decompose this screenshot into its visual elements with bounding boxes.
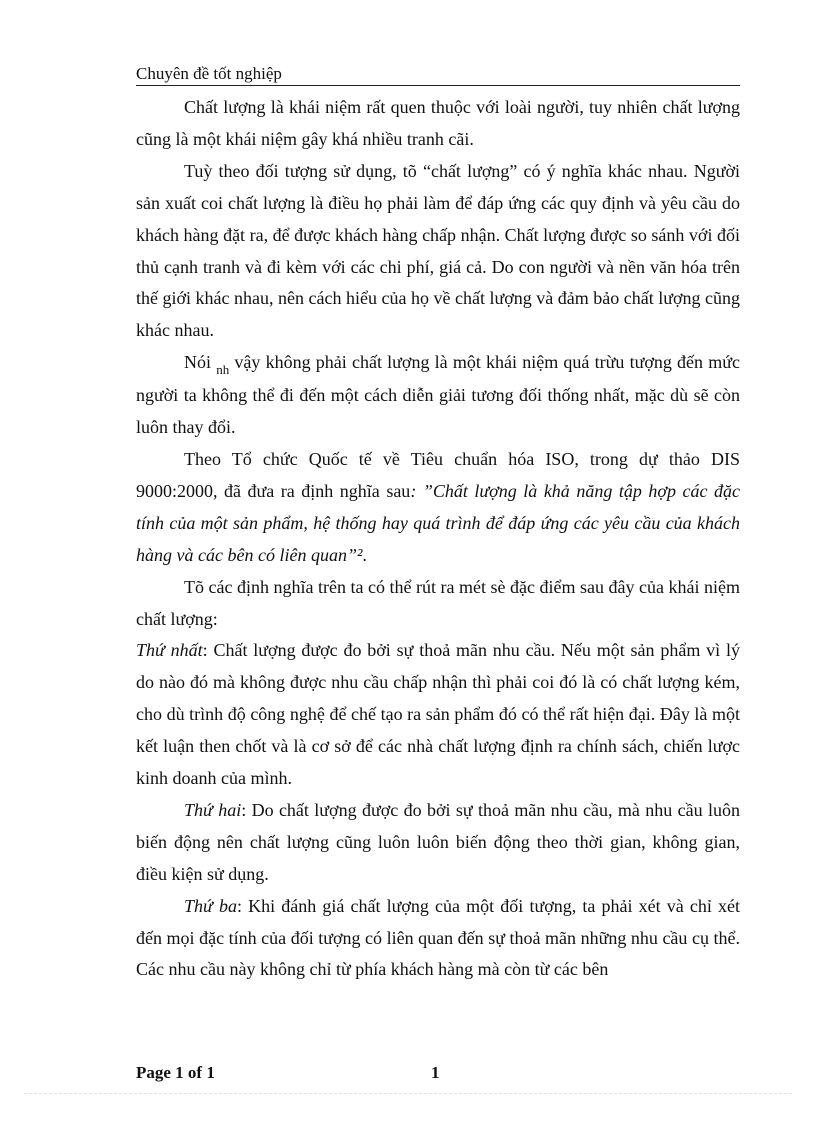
point-3-text: : Khi đánh giá chất lượng của một đối tượng, ta phải xét và chỉ xét đến mọi đặc tính của đối tượng có liên quan đến sự thoả mãn những nhu cầu cụ thể. Các nhu cầu này không chỉ từ phía khách hàng mà còn từ các bên [136, 895, 740, 980]
subscript-fragment: nh [216, 362, 230, 378]
page-count-label: Page 1 of 1 [136, 1063, 215, 1082]
paragraph-3 [136, 347, 740, 444]
point-3-label: Thứ ba [184, 895, 237, 916]
paragraph-4-start: Theo Tổ chức Quốc tế về Tiêu chuẩn hóa ISO, trong dự thảo DIS 9000:2000, đã đưa ra định nghĩa sau [136, 448, 740, 501]
paragraph-3-rest: vậy không phải chất lượng là một khái niệm quá trừu tượng đến mức người ta không thể đi đến một cách diễn giải tương đối thống nhất, mặc dù sẽ còn luôn thay đổi. [136, 352, 740, 438]
paragraph-4 [136, 444, 740, 572]
point-1-text: : Chất lượng được đo bởi sự thoả mãn nhu cầu. Nếu một sản phẩm vì lý do nào đó mà không được nhu cầu chấp nhận thì phải coi đó là có chất lượng kém, cho dù trình độ công nghệ để chế tạo ra sản phẩm đó có thể rất hiện đại. Đây là một kết luận then chốt và là cơ sở để các nhà chất lượng định ra chính sách, chiến lược kinh doanh của mình. [136, 640, 740, 789]
document-body [136, 92, 740, 986]
page-number: 1 [431, 1063, 440, 1082]
iso-definition-quote: : ”Chất lượng là khả năng tập hợp các đặc tính của một sản phẩm, hệ thống hay quá trình để đáp ứng các yêu cầu của khách hàng và các bên có liên quan”² [136, 480, 740, 565]
paragraph-7 [136, 795, 740, 891]
point-2-text: : Do chất lượng được đo bởi sự thoả mãn nhu cầu, mà nhu cầu luôn biến động nên chất lượng cũng luôn luôn biến động theo thời gian, không gian, điều kiện sử dụng. [136, 799, 740, 884]
paragraph-4-end: . [362, 544, 367, 565]
point-1-label: Thứ nhất [136, 640, 203, 661]
paragraph-3-start: Nói [184, 352, 217, 373]
paragraph-1: Chất lượng là khái niệm rất quen thuộc với loài người, tuy nhiên chất lượng cũng là một khái niệm gây khá nhiều tranh cãi. [136, 97, 740, 149]
page-bottom-divider [24, 1093, 792, 1094]
paragraph-8 [136, 891, 740, 987]
point-2-label: Thứ hai [184, 799, 242, 820]
page-header: Chuyên đề tốt nghiệp [136, 64, 740, 86]
paragraph-6 [136, 635, 740, 795]
paragraph-2: Tuỳ theo đối tượng sử dụng, tõ “chất lượng” có ý nghĩa khác nhau. Người sản xuất coi chất lượng là điều họ phải làm để đáp ứng các quy định và yêu cầu do khách hàng đặt ra, để được khách hàng chấp nhận. Chất lượng được so sánh với đối thủ cạnh tranh và đi kèm với các chi phí, giá cả. Do con người và nền văn hóa trên thế giới khác nhau, nên cách hiểu của họ về chất lượng và đảm bảo chất lượng cũng khác nhau. [136, 160, 740, 341]
paragraph-5: Tõ các định nghĩa trên ta có thể rút ra mét sè đặc điểm sau đây của khái niệm chất lượng: [136, 576, 740, 629]
